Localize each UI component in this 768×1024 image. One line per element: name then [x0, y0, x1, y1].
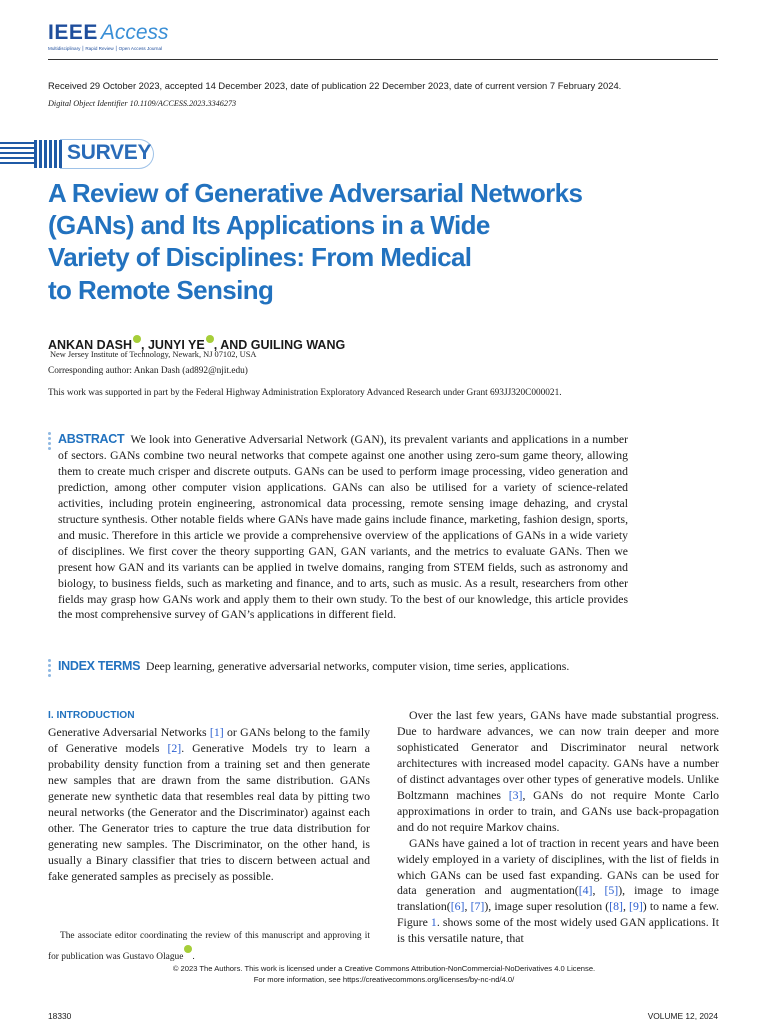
paragraph: Generative Adversarial Networks [1] or GANs belong to the family of Generative models [2]. Generative Models try to learn a probability density function from a training set and then generate new samples that are drawn from the same distribution. GANs generate new synthetic data that resembles real data by pitting two neural networks (the Generator and the Discriminator) against each other. The Generator tries to capture the true data distribution for generating new samples. The Discriminator, on the other hand, is usually a Binary classifier that tries to discern between actual and fake generated samples as precisely as possible.: [48, 724, 370, 883]
abstract: [58, 432, 628, 623]
title-line: (GANs) and Its Applications in a Wide: [48, 210, 490, 241]
citation-link[interactable]: [7]: [470, 899, 485, 914]
title-line: Variety of Disciplines: From Medical: [48, 242, 472, 273]
license-link[interactable]: For more information, see https://creativecommons.org/licenses/by-nc-nd/4.0/: [253, 974, 515, 984]
section-dots-icon: [48, 659, 51, 679]
title-line: to Remote Sensing: [48, 274, 274, 305]
citation-link[interactable]: [9]: [629, 899, 643, 914]
citation-link[interactable]: [2]: [167, 740, 182, 755]
volume-label: VOLUME 12, 2024: [647, 1011, 718, 1021]
page-number: 18330: [48, 1011, 72, 1021]
title-line: A Review of Generative Adversarial Networks: [48, 178, 583, 208]
corresponding-author: Corresponding author: Ankan Dash (ad892@njit.edu): [48, 366, 248, 376]
abstract-heading: ABSTRACT: [58, 432, 125, 446]
index-terms: [58, 659, 678, 673]
logo-access-text: Access: [100, 21, 169, 44]
section-heading-introduction: I. INTRODUCTION: [48, 710, 135, 721]
index-terms-text: Deep learning, generative adversarial networks, computer vision, time series, applications.: [146, 660, 570, 673]
paragraph: Over the last few years, GANs have made substantial progress. Due to hardware advances, we can now train deeper and more sophisticated Generator and Discriminator neural network architectures with increased model capacity. GANs have a number of distinct advantages over other types of generative models. Unlike Boltzmann machines [3], GANs do not require Monte Carlo approximations in order to train, and GANs use back-propagation and do not require Markov chains.: [397, 708, 719, 834]
citation-link[interactable]: [3]: [508, 787, 523, 802]
survey-badge-graphic: [0, 140, 62, 168]
doi-line: Digital Object Identifier 10.1109/ACCESS.2023.3346273: [48, 99, 237, 108]
affiliation: New Jersey Institute of Technology, Newark, NJ 07102, USA: [50, 350, 257, 359]
body-column-right: [397, 708, 719, 947]
received-dates: Received 29 October 2023, accepted 14 December 2023, date of publication 22 December 2023, date of current version 7 February 2024.: [48, 80, 622, 91]
logo-tagline: Multidisciplinary ⎮ Rapid Review ⎮ Open Access Journal: [48, 46, 163, 51]
citation-link[interactable]: [6]: [450, 899, 465, 914]
section-dots-icon: [48, 432, 51, 452]
citation-link[interactable]: [5]: [604, 883, 619, 898]
paper-title: [48, 177, 608, 306]
orcid-icon[interactable]: [133, 335, 141, 343]
funding-note: This work was supported in part by the Federal Highway Administration Exploratory Advanced Research under Grant 693JJ320C000021.: [48, 388, 562, 398]
abstract-text: We look into Generative Adversarial Network (GAN), its prevalent variants and applications in a number of sectors. GANs combine two neural networks that compete against one another using zero-sum game theory, allowing them to create much crisper and discrete outputs. GANs can be used to perform image processing, video generation and prediction, among other computer vision applications. GANs can also be utilised for a variety of science-related activities, including protein engineering, astronomical data processing, remote sensing image dehazing, and crystal structure synthesis. Other notable fields where GANs have made gains include finance, marketing, fashion design, sports, and music. Therefore in this article we provide a comprehensive overview of the applications of GANs in a wide variety of disciplines. We first cover the theory supporting GAN, GAN variants, and the metrics to evaluate GANs. Then we present how GAN and its variants can be applied in twelve domains, ranging from STEM fields, such as astronomy and biology, to business fields, such as marketing and finance, and to arts, such as music. As a result, researchers from other fields may grasp how GANs work and apply them to their own study. To the best of our knowledge, this article provides the most comprehensive survey of GAN’s applications in different field.: [58, 433, 628, 622]
logo-ieee-text: IEEE: [48, 21, 98, 44]
editor-footnote: The associate editor coordinating the review of this manuscript and approving it for publication was Gustavo Olague .: [48, 931, 370, 962]
body-column-left: [48, 708, 370, 884]
paragraph: GANs have gained a lot of traction in recent years and have been widely employed in a variety of disciplines, with the list of fields in which GANs can be used fast expanding. GANs can be used for data generation and augmentation([4], [5]), image to image translation([6], [7]), image super resolution ([8], [9]) to name a few. Figure 1. shows some of the most widely used GAN applications. It is this versatile nature, that: [397, 835, 719, 946]
orcid-icon[interactable]: [206, 335, 214, 343]
author-list: ANKAN DASH , JUNYI YE , AND GUILING WANG: [48, 335, 345, 352]
figure-link[interactable]: 1: [430, 915, 437, 930]
author-name: JUNYI YE: [147, 338, 205, 352]
author-name: , AND GUILING WANG: [213, 338, 346, 352]
author-name: ANKAN DASH: [48, 338, 133, 352]
citation-link[interactable]: [8]: [609, 899, 623, 914]
ieee-access-logo: [48, 22, 169, 52]
survey-badge-label: SURVEY: [67, 141, 152, 164]
index-terms-heading: INDEX TERMS: [58, 659, 141, 673]
citation-link[interactable]: [4]: [578, 883, 593, 898]
header-rule: [48, 59, 718, 60]
citation-link[interactable]: [1]: [209, 724, 224, 739]
license-notice: © 2023 The Authors. This work is licensed under a Creative Commons Attribution-NonCommercial-NoDerivatives 4.0 License. For more information, see https://creativecommons.org/licenses/by-nc-nd/4.0/: [0, 964, 768, 985]
